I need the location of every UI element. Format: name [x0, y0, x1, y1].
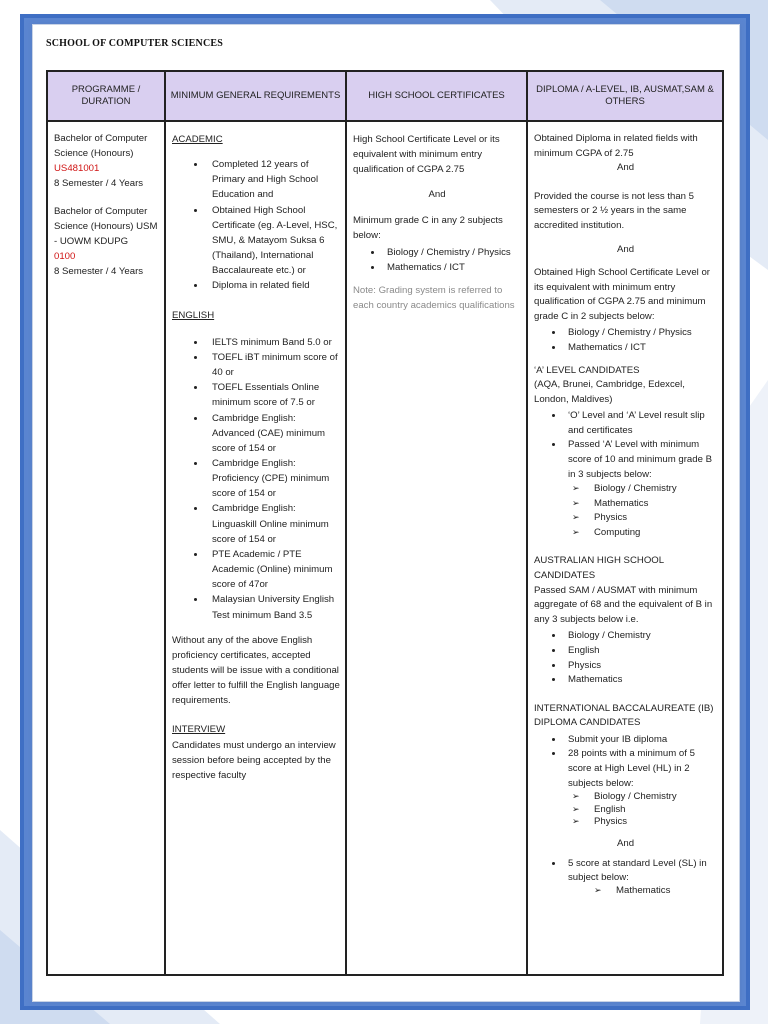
programme-cell: [47, 121, 165, 975]
grading-note: Note: Grading system is referred to each country academics qualifications: [353, 285, 515, 312]
programme-duration: 8 Semester / 4 Years: [54, 265, 144, 277]
and-text: And: [616, 162, 635, 174]
ib-hl-subjects: [568, 791, 717, 828]
header-programme: PROGRAMME / DURATION: [47, 71, 165, 121]
list-item: • Completed 12 years of Primary and High School Education and: [206, 157, 340, 202]
aus-heading: AUSTRALIAN HIGH SCHOOL CANDIDATES: [534, 555, 664, 582]
general-requirements-cell: [165, 121, 346, 975]
programme-code: 0100: [54, 251, 76, 263]
list-item: • Mathematics / ICT: [383, 260, 521, 275]
interview-text: Candidates must undergo an interview session before being accepted by the respective faculty: [172, 739, 336, 781]
interview-heading: INTERVIEW: [172, 724, 226, 736]
diploma-intro: Obtained Diploma in related fields with minimum CGPA of 2.75: [534, 133, 698, 159]
ib-list: [534, 733, 717, 829]
list-item: • Physics: [564, 659, 717, 674]
high-school-cell: [346, 121, 527, 975]
list-item: • Cambridge English: Advanced (CAE) minimum score of 154 or: [206, 411, 340, 456]
english-list: [172, 335, 340, 623]
aus-subjects: [534, 629, 717, 687]
list-item: • Obtained High School Certificate (eg. A-Level, HSC, SMU, & Matayom Suksa 6 (Thailand), International Baccalaureate etc.) or: [206, 203, 340, 279]
list-item: • Biology / Chemistry / Physics: [564, 326, 717, 341]
programme-name: Bachelor of Computer Science (Honours) USM - UOWM KDUPG: [54, 206, 158, 248]
list-item: • TOEFL Essentials Online minimum score of 7.5 or: [206, 380, 340, 410]
requirements-table: [46, 70, 724, 976]
and-text: And: [428, 189, 446, 201]
list-item: • Cambridge English: Linguaskill Online minimum score of 154 or: [206, 501, 340, 546]
list-item: • English: [564, 644, 717, 659]
programme-code: US481001: [54, 162, 100, 174]
hsc-text: Obtained High School Certificate Level or its equivalent with minimum entry qualification of CGPA 2.75 and minimum grade C in 2 subjects below:: [534, 267, 710, 322]
header-diploma-others: DIPLOMA / A-LEVEL, IB, AUSMAT,SAM & OTHERS: [527, 71, 723, 121]
high-school-subjects: [353, 245, 521, 275]
ib-sl-list: [534, 857, 717, 897]
header-general-requirements: MINIMUM GENERAL REQUIREMENTS: [165, 71, 346, 121]
english-note: Without any of the above English proficiency certificates, accepted students will be issue with a conditional offer letter to fulfill the English language requirements.: [172, 634, 340, 707]
list-item: ➢ Biology / Chemistry: [590, 482, 717, 497]
min-grade-text: Minimum grade C in any 2 subjects below:: [353, 214, 503, 241]
table-row: [47, 121, 723, 975]
list-item: • Submit your IB diploma: [564, 733, 717, 748]
list-item-text: Passed ‘A’ Level with minimum score of 10 and minimum grade B in 3 subjects below:: [568, 439, 712, 480]
academic-heading: ACADEMIC: [172, 134, 223, 145]
list-item: • Biology / Chemistry / Physics: [383, 245, 521, 260]
list-item-text: 28 points with a minimum of 5 score at High Level (HL) in 2 subjects below:: [568, 748, 695, 789]
alevel-boards: (AQA, Brunei, Cambridge, Edexcel, London, Maldives): [534, 379, 685, 405]
list-item: ➢ Computing: [590, 526, 717, 541]
list-item: ➢ English: [590, 804, 717, 816]
list-item: • Biology / Chemistry: [564, 629, 717, 644]
alevel-subjects: [568, 482, 717, 540]
list-item: • TOEFL iBT minimum score of 40 or: [206, 350, 340, 380]
list-item: • Diploma in related field: [206, 278, 340, 293]
hsc-subjects: [534, 326, 717, 355]
and-text: And: [616, 244, 635, 256]
list-item: ➢ Biology / Chemistry: [590, 791, 717, 803]
alevel-list: [534, 409, 717, 540]
english-heading: ENGLISH: [172, 309, 215, 321]
list-item: ➢ Mathematics: [590, 497, 717, 512]
aus-text: Passed SAM / AUSMAT with minimum aggregate of 68 and the equivalent of B in any 3 subjects below i.e.: [534, 584, 713, 625]
page-title: SCHOOL OF COMPUTER SCIENCES: [46, 38, 224, 49]
high-school-intro: High School Certificate Level or its equivalent with minimum entry qualification of CGPA 2.75: [353, 134, 500, 176]
diploma-cell: [527, 121, 723, 975]
list-item: [564, 438, 717, 540]
list-item: • IELTS minimum Band 5.0 or: [206, 335, 340, 350]
list-item: • ‘O’ Level and ‘A’ Level result slip and certificates: [564, 409, 717, 438]
list-item: • Cambridge English: Proficiency (CPE) minimum score of 154 or: [206, 456, 340, 501]
list-item: • Malaysian University English Test minimum Band 3.5: [206, 592, 340, 622]
list-item: • Mathematics: [564, 673, 717, 688]
list-item: [564, 857, 717, 897]
ib-sl-subjects: [568, 884, 717, 897]
list-item: [564, 747, 717, 828]
table-header-row: [47, 71, 723, 121]
list-item: ➢ Physics: [590, 511, 717, 526]
list-item: • PTE Academic / PTE Academic (Online) minimum score of 47or: [206, 547, 340, 592]
alevel-heading: ‘A’ LEVEL CANDIDATES: [534, 364, 640, 376]
list-item-text: 5 score at standard Level (SL) in subject below:: [568, 858, 707, 883]
header-high-school: HIGH SCHOOL CERTIFICATES: [346, 71, 527, 121]
list-item: ➢ Mathematics: [612, 884, 717, 897]
academic-list: [172, 157, 340, 293]
list-item: ➢ Physics: [590, 816, 717, 828]
and-text: And: [616, 837, 635, 849]
programme-name: Bachelor of Computer Science (Honours): [54, 133, 148, 159]
provided-text: Provided the course is not less than 5 semesters or 2 ½ years in the same accredited institution.: [534, 190, 694, 231]
programme-duration: 8 Semester / 4 Years: [54, 177, 144, 189]
ib-heading: INTERNATIONAL BACCALAUREATE (IB) DIPLOMA CANDIDATES: [534, 702, 714, 729]
list-item: • Mathematics / ICT: [564, 341, 717, 356]
